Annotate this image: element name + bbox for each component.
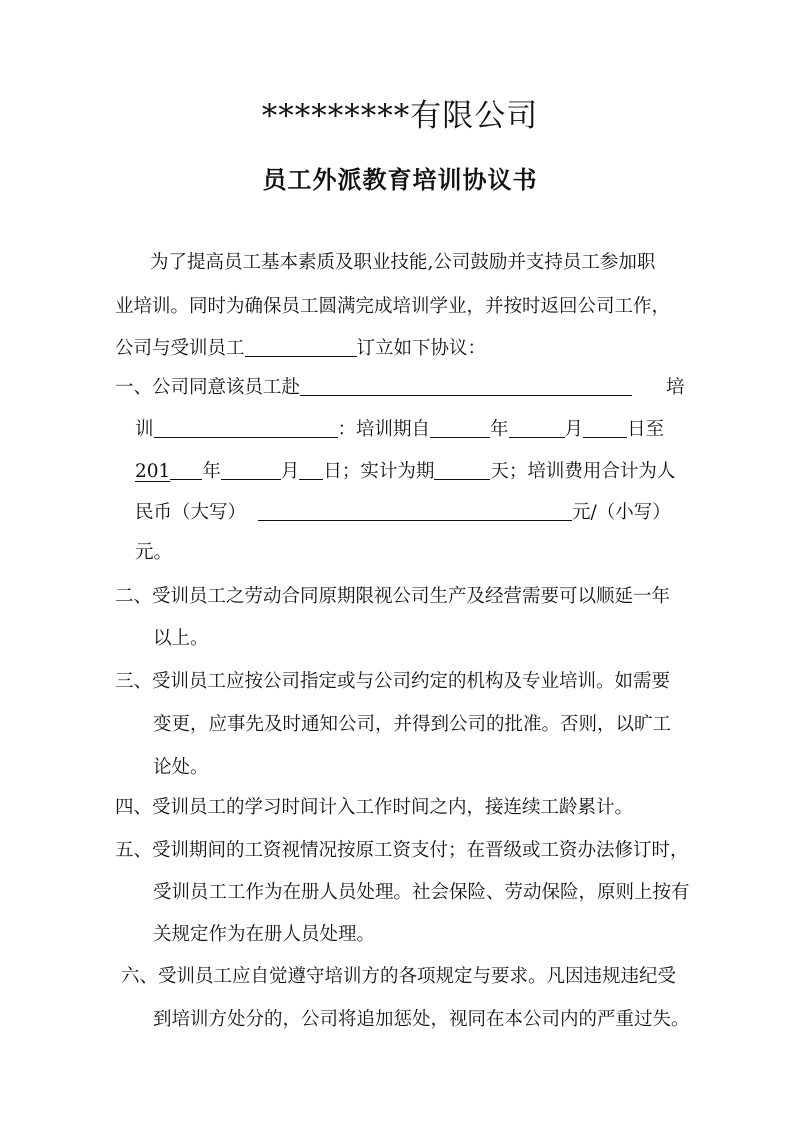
clause-1-text: 月 (564, 419, 584, 440)
clause-1-text: 天；培训费用合计为人 (490, 461, 676, 482)
clause-1-text: 年 (202, 461, 221, 482)
clause-3-line-2: 变更，应事先及时通知公司，并得到公司的批准。否则，以旷工 (153, 714, 672, 735)
clause-1-line-2 (135, 418, 664, 442)
clause-1-text: 训 (135, 419, 154, 440)
clause-1-line-5: 元。 (135, 542, 173, 563)
clause-3-line-1: 三、受训员工应按公司指定或与公司约定的机构及专业培训。如需要 (115, 671, 671, 692)
fee-uppercase-blank[interactable] (258, 501, 572, 521)
intro-text-end: 订立如下协议： (356, 338, 487, 359)
clause-2-line-1: 二、受训员工之劳动合同原期限视公司生产及经营需要可以顺延一年 (115, 586, 671, 607)
company-title: *********有限公司 (261, 98, 539, 134)
clause-1-text: ：培训期自 (337, 419, 431, 440)
end-year-blank[interactable] (170, 460, 202, 480)
clause-1-line-1 (115, 376, 632, 400)
start-year-blank[interactable] (430, 418, 490, 438)
clause-6-line-1: 六、受训员工应自觉遵守培训方的各项规定与要求。凡因违规违纪受 (121, 966, 677, 987)
clause-1-line-4 (135, 501, 671, 525)
clause-6-line-2: 到培训方处分的，公司将追加惩处，视同在本公司内的严重过失。 (153, 1009, 690, 1030)
intro-text: 公司与受训员工 (115, 338, 245, 359)
clause-4-line-1: 四、受训员工的学习时间计入工作时间之内，接连续工龄累计。 (115, 797, 634, 818)
intro-line-2: 业培训。同时为确保员工圆满完成培训学业，并按时返回公司工作， (115, 296, 671, 317)
start-day-blank[interactable] (583, 418, 627, 438)
training-content-blank[interactable] (154, 418, 338, 438)
end-year-prefix: 201 (135, 461, 171, 482)
clause-3-line-3: 论处。 (153, 757, 209, 778)
end-month-blank[interactable] (221, 460, 281, 480)
clause-1-text: 一、公司同意该员工赴 (115, 377, 301, 398)
clause-1-text: 日至 (627, 419, 665, 440)
start-month-blank[interactable] (509, 418, 565, 438)
end-day-blank[interactable] (299, 460, 323, 480)
clause-5-line-3: 关规定作为在册人员处理。 (153, 924, 376, 945)
training-destination-blank[interactable] (300, 376, 632, 396)
clause-1-line-1-end: 培 (666, 377, 685, 398)
clause-2-line-2: 以上。 (153, 628, 209, 649)
clause-1-text: 月 (280, 461, 300, 482)
intro-line-1: 为了提高员工基本素质及职业技能,公司鼓励并支持员工参加职 (150, 252, 656, 273)
clause-1-text: 日；实计为期 (323, 461, 435, 482)
agreement-title: 员工外派教育培训协议书 (262, 165, 538, 194)
clause-5-line-2: 受训员工工作为在册人员处理。社会保险、劳动保险，原则上按有 (153, 882, 690, 903)
clause-1-text: 年 (490, 419, 509, 440)
intro-line-3 (115, 337, 486, 361)
total-days-blank[interactable] (434, 460, 490, 480)
clause-1-text: 元/（小写） (572, 502, 671, 523)
employee-name-blank[interactable] (245, 337, 357, 357)
clause-1-line-3 (135, 460, 675, 484)
clause-5-line-1: 五、受训期间的工资视情况按原工资支付；在晋级或工资办法修订时， (115, 840, 689, 861)
clause-1-text: 民币（大写） (135, 502, 247, 523)
